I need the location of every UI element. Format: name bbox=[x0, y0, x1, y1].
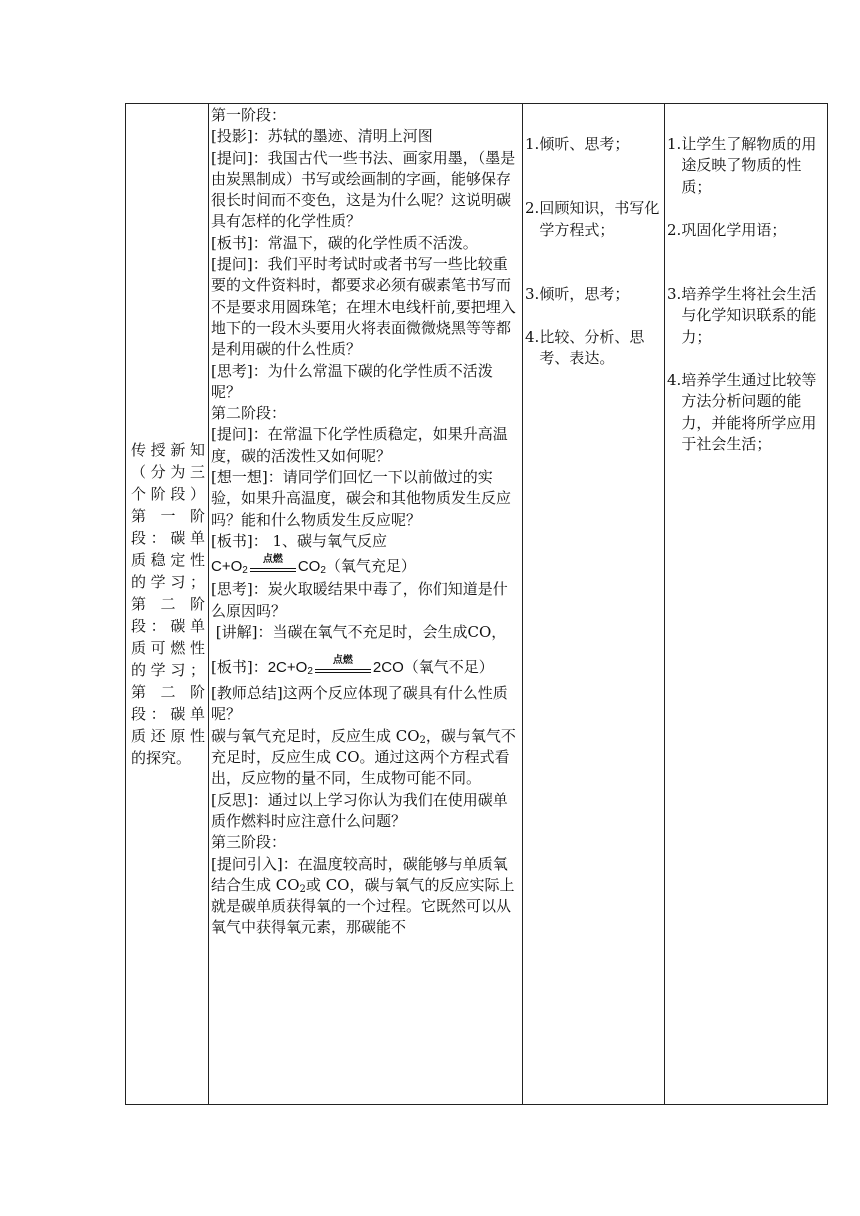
eq1-reactants: $C+O_2$ bbox=[211, 558, 248, 577]
think-poisoning: [思考]：炭火取暖结果中毒了，你们知道是什么原因吗？ bbox=[211, 580, 508, 620]
teacher-activity-cell bbox=[209, 104, 523, 1105]
question-pen: [提问]：我们平时考试时或者书写一些比较重要的文件资料时，都要求必须有碳素笔书写而不是要求用圆珠笔；在埋木电线杆前,要把埋入地下的一段木头要用火将表面微微烧黑等等都是利用碳的什么性质？ bbox=[211, 255, 516, 359]
list-item: 1. 倾听、思考； bbox=[525, 135, 630, 153]
teacher-summary: [教师总结]这两个反应体现了碳具有什么性质呢？ bbox=[211, 684, 508, 724]
list-item: 3. 培养学生将社会生活与化学知识联系的能力； bbox=[667, 285, 817, 346]
list-item: 4. 比较、分析、思考、表达。 bbox=[525, 328, 645, 368]
student-activity-cell bbox=[523, 104, 665, 1105]
stage1-heading: 第一阶段： bbox=[211, 106, 287, 124]
list-item: 2. 回顾知识，书写化学方程式； bbox=[525, 199, 660, 239]
board-stable: [板书]：常温下，碳的化学性质不活泼。 bbox=[211, 233, 478, 252]
stage3-heading: 第三阶段： bbox=[211, 833, 287, 852]
question-intro: [提问引入]：在温度较高时，碳能够与单质氧结合生成 $CO_2$或 CO，碳与氧气的反应实际上就是碳单质获得氧的一个过程。它既然可以从氧气中获得氧元素，那碳能不 bbox=[211, 854, 515, 937]
list-item: 1. 让学生了解物质的用途反映了物质的性质； bbox=[667, 135, 817, 196]
question-temperature: [提问]：在常温下化学性质稳定，如果升高温度，碳的活泼性又如何呢？ bbox=[211, 425, 508, 465]
stage2-heading: 第二阶段： bbox=[211, 404, 287, 423]
list-item: 3. 倾听，思考； bbox=[525, 284, 630, 303]
eq2-note: （氧气不足） bbox=[403, 658, 494, 677]
eq1-note: （氧气充足） bbox=[325, 557, 416, 576]
think-why: [思考]：为什么常温下碳的化学性质不活泼呢？ bbox=[211, 361, 493, 401]
student-activity bbox=[523, 104, 664, 370]
eq1-product: $CO_2$ bbox=[297, 558, 326, 577]
ignite-arrow-icon: 点燃 bbox=[248, 556, 298, 578]
table-row bbox=[126, 104, 828, 1105]
explain-co: [讲解]：当碳在氧气不充足时，会生成CO， bbox=[211, 622, 507, 641]
list-item: 2. 巩固化学用语； bbox=[667, 220, 787, 239]
stage-cell bbox=[126, 104, 209, 1105]
design-intent-cell bbox=[665, 104, 828, 1105]
projection-text: [投影]：苏轼的墨迹、清明上河图 bbox=[211, 127, 433, 146]
reflection: [反思]：通过以上学习你认为我们在使用碳单质作燃料时应注意什么问题？ bbox=[211, 790, 508, 830]
summary-conclusion: 碳与氧气充足时，反应生成 $CO_2$，碳与氧气不充足时，反应生成 CO。通过这两个方程式看出，反应物的量不同，生成物可能不同。 bbox=[211, 726, 516, 788]
ignite-arrow-icon: 点燃 bbox=[313, 657, 373, 679]
teacher-activity bbox=[209, 104, 522, 939]
equation-complete-combustion bbox=[211, 554, 519, 578]
eq2-prefix: [板书]： bbox=[211, 658, 268, 677]
design-intent bbox=[665, 104, 827, 455]
eq2-product: 2CO bbox=[372, 659, 404, 677]
question-ink: [提问]：我国古代一些书法、画家用墨，（墨是由炭黑制成）书写或绘画制的字画，能够保存很长时间而不变色，这是为什么呢？这说明碳具有怎样的化学性质？ bbox=[211, 148, 516, 231]
board-oxygen-reaction: [板书]： 1、碳与氧气反应 bbox=[211, 531, 388, 550]
equation-incomplete-combustion bbox=[211, 655, 519, 679]
list-item: 4. 培养学生通过比较等方法分析问题的能力，并能将所学应用于社会生活； bbox=[667, 371, 817, 453]
recall-experiment: [想一想]：请同学们回忆一下以前做过的实验，如果升高温度，碳会和其他物质发生反应吗？能和什么物质发生反应呢？ bbox=[211, 468, 512, 529]
stage-description: 传授新知（分为三个阶段）第一阶段：碳单质稳定性的学习；第二阶段：碳单质可燃性的学习；第二阶段：碳单质还原性的探究。 bbox=[131, 441, 205, 767]
eq2-reactants: $2C+O_2$ bbox=[267, 659, 313, 678]
lesson-plan-table bbox=[125, 103, 828, 1105]
